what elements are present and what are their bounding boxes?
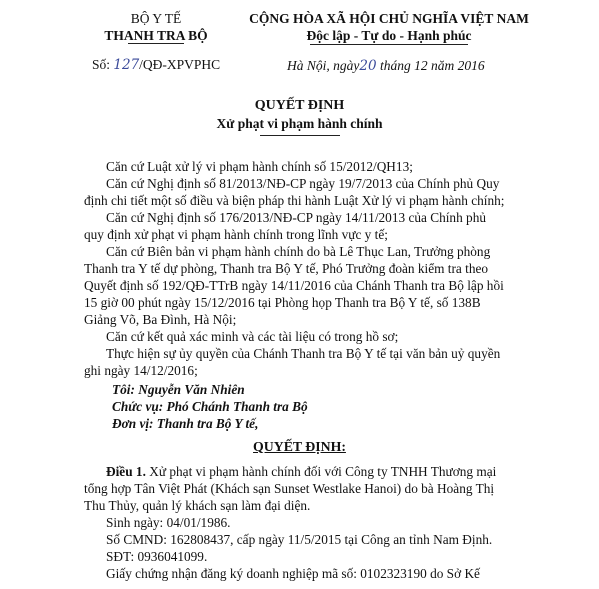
grounds-line: Căn cứ kết quả xác minh và các tài liệu có trong hồ sơ; <box>106 329 399 344</box>
grounds-line: ghi ngày 14/12/2016; <box>84 363 198 378</box>
id-card: Số CMND: 162808437, cấp ngày 11/5/2015 tại Công an tỉnh Nam Định. <box>106 532 493 547</box>
article-1-label: Điều 1. <box>106 464 146 479</box>
signer-unit: Đơn vị: Thanh tra Bộ Y tế, <box>112 416 259 431</box>
ministry-name: BỘ Y TẾ <box>130 11 182 26</box>
doc-no-prefix: Số: <box>92 57 111 72</box>
article-1-line: tổng hợp Tân Việt Phát (Khách sạn Sunset Westlake Hanoi) do bà Hoàng Thị <box>84 481 495 496</box>
grounds-line: Quyết định số 192/QĐ-TTrB ngày 14/11/2016 của Chánh Thanh tra Bộ lập hồi <box>84 278 504 293</box>
motto: Độc lập - Tự do - Hạnh phúc <box>306 28 472 43</box>
signer-name: Tôi: Nguyễn Văn Nhiên <box>112 382 245 397</box>
phone-number: SĐT: 0936041099. <box>106 549 208 564</box>
agency-underline <box>128 43 184 44</box>
grounds-line: Thanh tra Y tế dự phòng, Thanh tra Bộ Y tế, Phó Trưởng đoàn kiểm tra theo <box>84 261 489 276</box>
grounds-line: quy định xử phạt vi phạm hành chính trong lĩnh vực y tế; <box>84 227 388 242</box>
issuing-agency <box>96 10 216 44</box>
grounds-block <box>84 158 546 379</box>
grounds-line: 15 giờ 00 phút ngày 15/12/2016 tại Phòng họp Thanh tra Bộ Y tế, số 138B <box>84 295 481 310</box>
grounds-line: Căn cứ Biên bản vi phạm hành chính do bà Lê Thục Lan, Trưởng phòng <box>106 244 491 259</box>
date-suffix: tháng 12 năm 2016 <box>379 58 485 73</box>
decision-heading <box>0 439 599 455</box>
date-day: 20 <box>359 58 377 74</box>
subtitle-underline <box>260 135 340 136</box>
doc-no-suffix: /QĐ-XPVPHC <box>139 57 221 72</box>
date-prefix: Hà Nội, ngày <box>287 58 360 73</box>
agency-name: THANH TRA BỘ <box>104 28 208 43</box>
article-1-line: Xử phạt vi phạm hành chính đối với Công ty TNHH Thương mại <box>149 464 497 479</box>
signer-block <box>112 381 574 432</box>
document-number <box>92 57 220 73</box>
business-registration: Giấy chứng nhận đăng ký doanh nghiệp mã số: 0102323190 do Sở Kế <box>106 566 480 581</box>
date-line <box>287 58 485 74</box>
grounds-line: Thực hiện sự ủy quyền của Chánh Thanh tra Bộ Y tế tại văn bản uỷ quyền <box>106 346 501 361</box>
nation-name: CỘNG HÒA XÃ HỘI CHỦ NGHĨA VIỆT NAM <box>249 11 529 26</box>
article-1 <box>84 463 546 582</box>
birth-date: Sinh ngày: 04/01/1986. <box>106 515 231 530</box>
signer-position: Chức vụ: Phó Chánh Thanh tra Bộ <box>112 399 308 414</box>
grounds-line: Căn cứ Luật xử lý vi phạm hành chính số 15/2012/QH13; <box>106 159 413 174</box>
document-subtitle: Xử phạt vi phạm hành chính <box>216 116 383 131</box>
grounds-line: Căn cứ Nghị định số 81/2013/NĐ-CP ngày 19/7/2013 của Chính phủ Quy <box>106 176 500 191</box>
motto-underline <box>310 44 468 45</box>
document-title: QUYẾT ĐỊNH <box>254 98 345 113</box>
decision-heading-text: QUYẾT ĐỊNH: <box>253 439 346 454</box>
grounds-line: Giảng Võ, Ba Đình, Hà Nội; <box>84 312 237 327</box>
grounds-line: Căn cứ Nghị định số 176/2013/NĐ-CP ngày 14/11/2013 của Chính phủ <box>106 210 486 225</box>
national-motto <box>236 10 542 44</box>
doc-no-handwritten: 127 <box>113 57 140 73</box>
grounds-line: định chi tiết một số điều và biện pháp thi hành Luật Xử lý vi phạm hành chính; <box>84 193 505 208</box>
article-1-line: Thu Thủy, quản lý khách sạn làm đại diện. <box>84 498 311 513</box>
